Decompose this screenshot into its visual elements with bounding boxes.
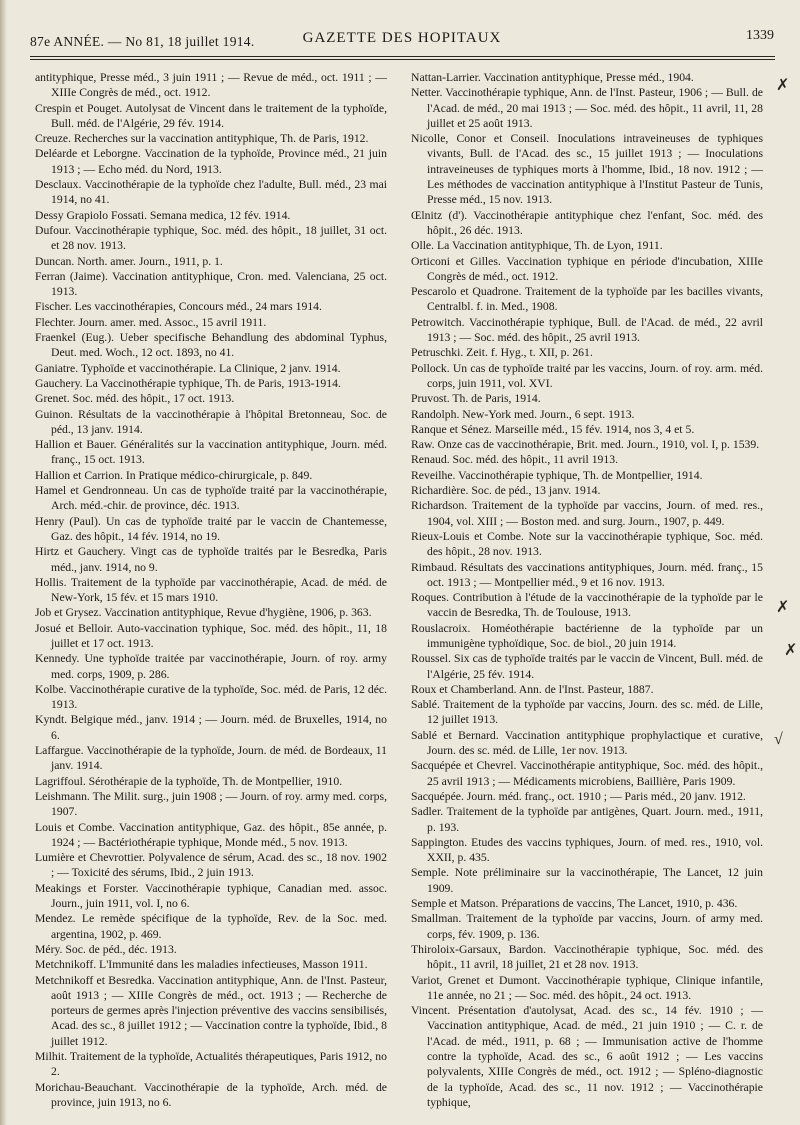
bibliography-entry: Thiroloix-Garsaux, Bardon. Vaccinothérapie typhique, Soc. méd. des hôpit., 11 avril, 18 juillet, 21 et 28 nov. 1913. bbox=[411, 942, 763, 972]
bibliography-entry: Metchnikoff. L'Immunité dans les maladies infectieuses, Masson 1911. bbox=[35, 958, 368, 972]
bibliography-entry: Petrowitch. Vaccinothérapie typhique, Bull. de l'Acad. de méd., 22 avril 1913 ; — Soc. méd. des hôpit., 25 avril 1913. bbox=[411, 315, 763, 345]
bibliography-entry: Kyndt. Belgique méd., janv. 1914 ; — Journ. méd. de Bruxelles, 1914, no 6. bbox=[35, 713, 387, 742]
bibliography-entry: Crespin et Pouget. Autolysat de Vincent dans le traitement de la typhoïde, Bull. méd. de l'Algérie, 29 fév. 1914. bbox=[35, 101, 387, 130]
bibliography-entry: Gauchery. La Vaccinothérapie typhique, Th. de Paris, 1913-1914. bbox=[35, 376, 341, 390]
header-journal-title: GAZETTE DES HOPITAUX bbox=[302, 30, 502, 46]
bibliography-entry: Dufour. Vaccinothérapie typhique, Soc. méd. des hôpit., 18 juillet, 31 oct. et 28 nov. 1913. bbox=[35, 223, 387, 253]
bibliography-entry: Hallion et Bauer. Généralités sur la vaccination antityphique, Journ. méd. franç., 15 oct. 1913. bbox=[35, 438, 387, 467]
bibliography-entry: Sadler. Traitement de la typhoïde par antigènes, Quart. Journ. med., 1911, p. 193. bbox=[411, 805, 763, 834]
bibliography-entry: Meakings et Forster. Vaccinothérapie typhique, Canadian med. assoc. Journ., juin 1911, vol. I, no 6. bbox=[35, 881, 387, 911]
page-header bbox=[30, 26, 774, 52]
bibliography-entry: Sappington. Etudes des vaccins typhiques, Journ. of med. res., 1910, vol. XXII, p. 435. bbox=[411, 835, 763, 865]
bibliography-entry: Raw. Onze cas de vaccinothérapie, Brit. med. Journ., 1910, vol. I, p. 1539. bbox=[411, 438, 760, 452]
bibliography-entry: Josué et Belloir. Auto-vaccination typhique, Soc. méd. des hôpit., 11, 18 juillet et 17 oct. 1913. bbox=[35, 621, 387, 650]
bibliography-entry: Semple. Note préliminaire sur la vaccinothérapie, The Lancet, 12 juin 1909. bbox=[411, 866, 763, 895]
bibliography-entry: Sablé. Traitement de la typhoïde par vaccins, Journ. des sc. méd. de Lille, 12 juillet 1913. bbox=[411, 698, 763, 727]
bibliography-entry: Hollis. Traitement de la typhoïde par vaccinothérapie, Acad. de méd. de New-York, 15 fév. et 15 mars 1910. bbox=[35, 575, 387, 605]
left-column bbox=[35, 70, 387, 1110]
bibliography-entry: Rieux-Louis et Combe. Note sur la vaccinothérapie typhique, Soc. méd. des hôpit., 28 nov. 1913. bbox=[411, 529, 763, 559]
bibliography-entry: Milhit. Traitement de la typhoïde, Actualités thérapeutiques, Paris 1912, no 2. bbox=[35, 1050, 387, 1079]
bibliography-entry: Morichau-Beauchant. Vaccinothérapie de la typhoïde, Arch. méd. de province, juin 1913, no 6. bbox=[35, 1080, 387, 1109]
bibliography-entry: Randolph. New-York med. Journ., 6 sept. 1913. bbox=[411, 407, 635, 421]
bibliography-entry: Job et Grysez. Vaccination antityphique, Revue d'hygiène, 1906, p. 363. bbox=[35, 606, 372, 620]
bibliography-entry: Laffargue. Vaccinothérapie de la typhoïde, Journ. de méd. de Bordeaux, 11 janv. 1914. bbox=[35, 744, 387, 773]
margin-cross-mark: ✗ bbox=[776, 77, 790, 94]
bibliography-entry: Fraenkel (Eug.). Ueber specifische Behandlung des abdominal Typhus, Deut. med. Woch., 12 oct. 1893, no 41. bbox=[35, 331, 387, 360]
right-column bbox=[411, 70, 763, 1110]
bibliography-entry: Nicolle, Conor et Conseil. Inoculations intraveineuses de typhiques vivants, Bull. de l'Acad. des sc., 15 juillet 1913 ; — Inoculations intraveineuses de typhiques morts à l'homme, Ibid., 18 nov. 1912 ; — Les méthodes de vaccination antityphique à l'Institut Pasteur de Tunis, Presse méd., 15 nov. 1913. bbox=[411, 132, 763, 207]
bibliography-entry: Henry (Paul). Un cas de typhoïde traité par le vaccin de Chantemesse, Gaz. des hôpit., 14 fév. 1914, no 19. bbox=[35, 514, 387, 543]
bibliography-entry: Fischer. Les vaccinothérapies, Concours méd., 24 mars 1914. bbox=[35, 300, 322, 314]
bibliography-entry: Olle. La Vaccination antityphique, Th. de Lyon, 1911. bbox=[411, 239, 663, 253]
bibliography-entry: Hirtz et Gauchery. Vingt cas de typhoïde traités par le Besredka, Paris méd., janv. 1914, no 9. bbox=[35, 545, 387, 574]
bibliography-entry: Variot, Grenet et Dumont. Vaccinothérapie typhique, Clinique infantile, 11e année, no 21 ; — Soc. méd. des hôpit., 24 oct. 1913. bbox=[411, 973, 763, 1002]
bibliography-entry: Méry. Soc. de péd., déc. 1913. bbox=[35, 942, 177, 956]
bibliography-entry: Rimbaud. Résultats des vaccinations antityphiques, Journ. méd. franç., 15 oct. 1913 ; — Montpellier méd., 9 et 16 nov. 1913. bbox=[411, 560, 763, 589]
bibliography-entry: Lumière et Chevrottier. Polyvalence de sérum, Acad. des sc., 18 nov. 1902 ; — Toxicité des sérums, Ibid., 2 juin 1913. bbox=[35, 851, 387, 880]
margin-cross-mark: ✗ bbox=[776, 599, 790, 616]
bibliography-entry: Ganiatre. Typhoïde et vaccinothérapie. La Clinique, 2 janv. 1914. bbox=[35, 361, 341, 375]
bibliography-entry: Guinon. Résultats de la vaccinothérapie à l'hôpital Bretonneau, Soc. de péd., 13 janv. 1914. bbox=[35, 407, 387, 436]
bibliography-entry: Renaud. Soc. méd. des hôpit., 11 avril 1913. bbox=[411, 453, 618, 467]
bibliography-entry: Roussel. Six cas de typhoïde traités par le vaccin de Vincent, Bull. méd. de l'Algérie, 25 fév. 1914. bbox=[411, 652, 763, 681]
bibliography-entry: Metchnikoff et Besredka. Vaccination antityphique, Ann. de l'Inst. Pasteur, août 1913 ; — XIIIe Congrès de méd., oct. 1913 ; — Recherche de porteurs de germes après l'injection préventive des vaccins sensibilisés, Acad. des sc., 8 juillet 1912 ; — Vaccination contre la typhoïde, Ibid., 8 juillet 1912. bbox=[35, 973, 387, 1048]
bibliography-entry: Deléarde et Leborgne. Vaccination de la typhoïde, Province méd., 21 juin 1913 ; — Echo méd. du Nord, 1913. bbox=[35, 147, 387, 176]
bibliography-entry: Orticoni et Gilles. Vaccination typhique en période d'incubation, XIIIe Congrès de méd., oct. 1912. bbox=[411, 254, 763, 283]
bibliography-entry: Richardson. Traitement de la typhoïde par vaccins, Journ. of med. res., 1904, vol. XIII ; — Boston med. and surg. Journ., 1907, p. 449. bbox=[411, 499, 763, 528]
bibliography-entry: Hallion et Carrion. In Pratique médico-chirurgicale, p. 849. bbox=[35, 468, 313, 482]
bibliography-entry: Louis et Combe. Vaccination antityphique, Gaz. des hôpit., 85e année, p. 1924 ; — Bactériothérapie typhique, Monde méd., 5 nov. 1913. bbox=[35, 820, 387, 849]
bibliography-entry: Richardière. Soc. de péd., 13 janv. 1914. bbox=[411, 484, 601, 498]
header-page-number: 1339 bbox=[746, 28, 774, 43]
bibliography-entry: Œlnitz (d'). Vaccinothérapie antityphique chez l'enfant, Soc. méd. des hôpit., 26 déc. 1913. bbox=[411, 208, 763, 237]
bibliography-entry: Smallman. Traitement de la typhoïde par vaccins, Journ. of army med. corps, fév. 1909, p. 136. bbox=[411, 912, 763, 941]
bibliography-entry: Ferran (Jaime). Vaccination antityphique, Cron. med. Valenciana, 25 oct. 1913. bbox=[35, 269, 387, 299]
bibliography-entry: Pescarolo et Quadrone. Traitement de la typhoïde par les bacilles vivants, Centralbl. f. in. Med., 1908. bbox=[411, 285, 763, 314]
bibliography-entry: Sacquépée. Journ. méd. franç., oct. 1910 ; — Paris méd., 20 janv. 1912. bbox=[411, 789, 746, 803]
margin-check-mark: √ bbox=[774, 731, 783, 748]
header-issue: 87e ANNÉE. — No 81, 18 juillet 1914. bbox=[30, 34, 255, 49]
bibliography-entry: Leishmann. The Milit. surg., juin 1908 ; — Journ. of roy. army med. corps, 1907. bbox=[35, 789, 387, 819]
bibliography-entry: Dessy Grapiolo Fossati. Semana medica, 12 fév. 1914. bbox=[35, 208, 291, 222]
bibliography-entry: Flechter. Journ. amer. med. Assoc., 15 avril 1911. bbox=[35, 315, 267, 329]
bibliography-entry: Mendez. Le remède spécifique de la typhoïde, Rev. de la Soc. med. argentina, 1902, p. 469. bbox=[35, 912, 387, 941]
bibliography-entry: antityphique, Presse méd., 3 juin 1911 ; — Revue de méd., oct. 1911 ; — XIIIe Congrès de méd., oct. 1912. bbox=[35, 71, 387, 100]
bibliography-entry: Hamel et Gendronneau. Un cas de typhoïde traité par la vaccinothérapie, Arch. méd.-chir. de province, déc. 1913. bbox=[35, 484, 387, 513]
bibliography-entry: Vincent. Présentation d'autolysat, Acad. des sc., 14 fév. 1910 ; — Vaccination antityphique, Acad. de méd., 21 juin 1910 ; — C. r. de l'Acad. de méd., 1911, p. 68 ; — Immunisation active de l'homme contre la typhoïde, Acad. des sc., 6 août 1912 ; — Les vaccins polyvalents, XIIIe Congrès de méd., oct. 1912 ; — Spléno-diagnostic de la typhoïde, Acad. des sc., 11 nov. 1912 ; — Vaccinothérapie typhique, bbox=[411, 1004, 763, 1109]
header-rule-top bbox=[30, 56, 775, 57]
bibliography-entry: Reveilhe. Vaccinothérapie typhique, Th. de Montpellier, 1914. bbox=[411, 468, 703, 482]
bibliography-entry: Rouslacroix. Homéothérapie bactérienne de la typhoïde par un immunigène typhoïdique, Soc. de biol., 20 juin 1914. bbox=[411, 621, 763, 650]
bibliography-entry: Kolbe. Vaccinothérapie curative de la typhoïde, Soc. méd. de Paris, 12 déc. 1913. bbox=[35, 682, 387, 712]
bibliography-entry: Lagriffoul. Sérothérapie de la typhoïde, Th. de Montpellier, 1910. bbox=[35, 774, 343, 788]
bibliography-entry: Kennedy. Une typhoïde traitée par vaccinothérapie, Journ. of roy. army med. corps, 1909, p. 286. bbox=[35, 652, 387, 681]
bibliography-entry: Pollock. Un cas de typhoïde traité par les vaccins, Journ. of roy. arm. méd. corps, juin 1911, vol. XVI. bbox=[411, 361, 763, 390]
bibliography-entry: Creuze. Recherches sur la vaccination antityphique, Th. de Paris, 1912. bbox=[35, 132, 369, 146]
bibliography-entry: Duncan. North. amer. Journ., 1911, p. 1. bbox=[35, 254, 223, 268]
bibliography-entry: Semple et Matson. Préparations de vaccins, The Lancet, 1910, p. 436. bbox=[411, 897, 738, 911]
bibliography-entry: Netter. Vaccinothérapie typhique, Ann. de l'Inst. Pasteur, 1906 ; — Bull. de l'Acad. de méd., 20 mai 1913 ; — Soc. méd. des hôpit., 11 avril, 11, 28 juillet et 25 août 1913. bbox=[411, 86, 763, 130]
bibliography-entry: Ranque et Sénez. Marseille méd., 15 fév. 1914, nos 3, 4 et 5. bbox=[411, 422, 695, 436]
bibliography-entry: Grenet. Soc. méd. des hôpit., 17 oct. 1913. bbox=[35, 392, 235, 406]
header-rule-bottom bbox=[30, 59, 775, 60]
bibliography-entry: Pruvost. Th. de Paris, 1914. bbox=[411, 392, 541, 406]
page-edge-shadow bbox=[0, 0, 7, 1125]
bibliography-entry: Roques. Contribution à l'étude de la vaccinothérapie de la typhoïde par le vaccin de Besredka, Th. de Toulouse, 1913. bbox=[411, 591, 763, 620]
margin-cross-mark: ✗ bbox=[784, 642, 798, 659]
bibliography-entry: Nattan-Larrier. Vaccination antityphique, Presse méd., 1904. bbox=[411, 71, 694, 84]
bibliography-entry: Petruschki. Zeit. f. Hyg., t. XII, p. 261. bbox=[411, 346, 593, 360]
bibliography-entry: Sacquépée et Chevrel. Vaccinothérapie antityphique, Soc. méd. des hôpit., 25 avril 1913 ; — Médicaments microbiens, Baillière, Paris 1909. bbox=[411, 759, 763, 788]
bibliography-entry: Sablé et Bernard. Vaccination antityphique prophylactique et curative, Journ. des sc. méd. de Lille, 1er nov. 1913. bbox=[411, 728, 763, 758]
bibliography-entry: Roux et Chamberland. Ann. de l'Inst. Pasteur, 1887. bbox=[411, 682, 654, 696]
bibliography-entry: Desclaux. Vaccinothérapie de la typhoïde chez l'adulte, Bull. méd., 23 mai 1914, no 41. bbox=[35, 178, 387, 207]
